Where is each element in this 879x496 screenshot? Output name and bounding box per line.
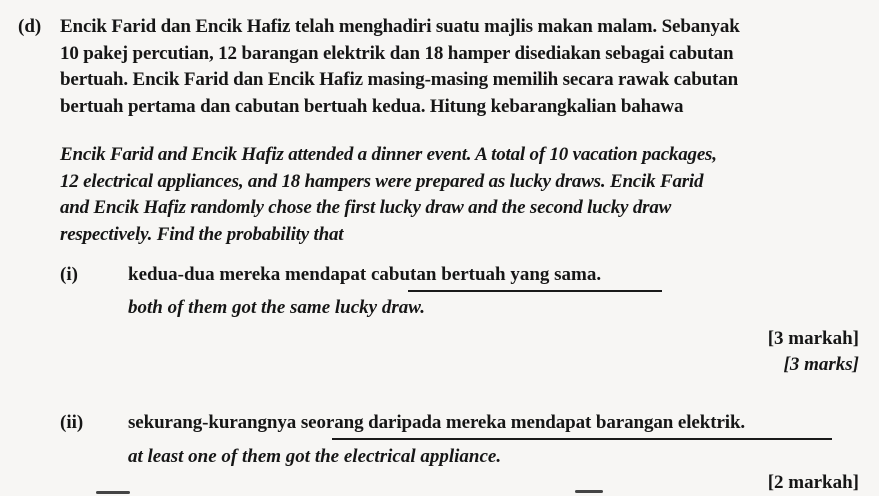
part-ii-malay-text: sekurang-kurangnya seorang daripada mereka mendapat barangan elektrik. bbox=[128, 412, 746, 433]
part-i-underline bbox=[408, 290, 662, 292]
part-i-malay-text: kedua-dua mereka mendapat cabutan bertuah yang sama. bbox=[128, 264, 602, 285]
part-i-marks-english: [3 marks] bbox=[783, 354, 859, 375]
part-ii-marks-malay: [2 markah] bbox=[767, 472, 859, 493]
scan-mark bbox=[96, 491, 130, 494]
question-malay-text bbox=[60, 14, 740, 120]
part-ii-english-text: at least one of them got the electrical appliance. bbox=[128, 446, 502, 467]
question-english-line: and Encik Hafiz randomly chose the first lucky draw and the second lucky draw bbox=[60, 197, 672, 218]
part-i-label: (i) bbox=[60, 264, 78, 285]
part-ii-underline bbox=[332, 438, 832, 440]
question-english-line: Encik Farid and Encik Hafiz attended a dinner event. A total of 10 vacation packages, bbox=[60, 144, 717, 165]
question-malay-line: Encik Farid dan Encik Hafiz telah menghadiri suatu majlis makan malam. Sebanyak bbox=[60, 16, 740, 37]
part-i-english-text: both of them got the same lucky draw. bbox=[128, 297, 425, 318]
scan-mark bbox=[575, 490, 603, 493]
question-malay-line: 10 pakej percutian, 12 barangan elektrik dan 18 hamper disediakan sebagai cabutan bbox=[60, 42, 734, 64]
question-english-line: 12 electrical appliances, and 18 hampers were prepared as lucky draws. Encik Farid bbox=[60, 170, 704, 192]
question-malay-line: bertuah. Encik Farid dan Encik Hafiz masing-masing memilih secara rawak cabutan bbox=[60, 69, 738, 90]
part-ii-label: (ii) bbox=[60, 412, 84, 433]
question-english-text bbox=[60, 142, 717, 248]
question-label: (d) bbox=[18, 16, 42, 37]
question-english-line: respectively. Find the probability that bbox=[60, 223, 344, 245]
question-malay-line: bertuah pertama dan cabutan bertuah kedua. Hitung kebarangkalian bahawa bbox=[60, 95, 684, 117]
part-i-marks-malay: [3 markah] bbox=[767, 328, 859, 349]
